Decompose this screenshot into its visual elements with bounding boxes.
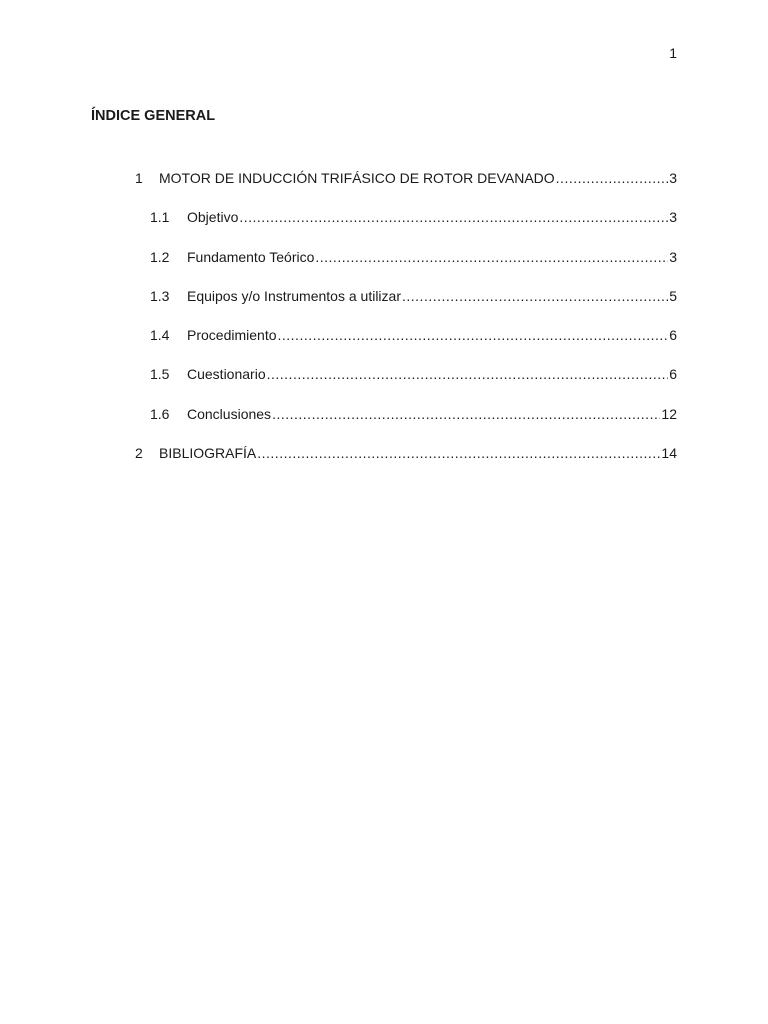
toc-entry-number: 1.1 <box>150 209 170 226</box>
toc-entry-page: 3 <box>669 170 677 186</box>
toc-entry-page: 6 <box>669 366 677 383</box>
page-number: 1 <box>669 45 677 61</box>
toc-entry-page: 3 <box>669 248 677 265</box>
toc-entry-number: 1.3 <box>150 287 170 304</box>
toc-title: ÍNDICE GENERAL <box>91 108 216 124</box>
toc-entry-label: Procedimiento <box>187 327 277 344</box>
toc-entry-procedimiento[interactable] <box>0 325 768 364</box>
toc-entry-fundamento-teorico[interactable] <box>0 247 768 286</box>
dot-leader <box>267 364 669 384</box>
toc-entry-bibliografia[interactable] <box>0 443 768 482</box>
toc-entry-label: MOTOR DE INDUCCIÓN TRIFÁSICO DE ROTOR DEVANADO <box>159 170 555 186</box>
toc-entry-page: 3 <box>669 209 677 226</box>
dot-leader <box>257 443 660 463</box>
toc-entry-number: 1 <box>135 170 143 186</box>
toc-entry-motor[interactable] <box>0 168 768 207</box>
dot-leader <box>402 286 668 306</box>
toc-entry-number: 2 <box>135 445 143 462</box>
toc-entry-label: Conclusiones <box>187 405 272 422</box>
toc-entry-number: 1.5 <box>150 366 170 383</box>
dot-leader <box>315 247 668 267</box>
dot-leader <box>239 207 668 227</box>
toc-entry-label: Objetivo <box>187 209 239 226</box>
toc-entry-number: 1.2 <box>150 248 170 265</box>
dot-leader <box>272 404 660 424</box>
toc-entry-number: 1.6 <box>150 405 170 422</box>
toc-entry-label: Cuestionario <box>187 366 266 383</box>
dot-leader <box>556 168 669 188</box>
toc-entry-page: 6 <box>669 327 677 344</box>
toc-entry-label: Equipos y/o Instrumentos a utilizar <box>187 287 401 304</box>
toc-entry-label: BIBLIOGRAFÍA <box>159 445 257 462</box>
toc-entry-page: 5 <box>669 287 677 304</box>
dot-leader <box>278 325 669 345</box>
toc-entry-conclusiones[interactable] <box>0 404 768 443</box>
toc-entry-equipos[interactable] <box>0 286 768 325</box>
toc-entry-number: 1.4 <box>150 327 170 344</box>
toc-entry-label: Fundamento Teórico <box>187 248 315 265</box>
table-of-contents <box>0 168 768 482</box>
toc-entry-objetivo[interactable] <box>0 207 768 246</box>
toc-entry-page: 14 <box>661 445 677 462</box>
toc-entry-page: 12 <box>661 405 677 422</box>
toc-entry-cuestionario[interactable] <box>0 364 768 403</box>
